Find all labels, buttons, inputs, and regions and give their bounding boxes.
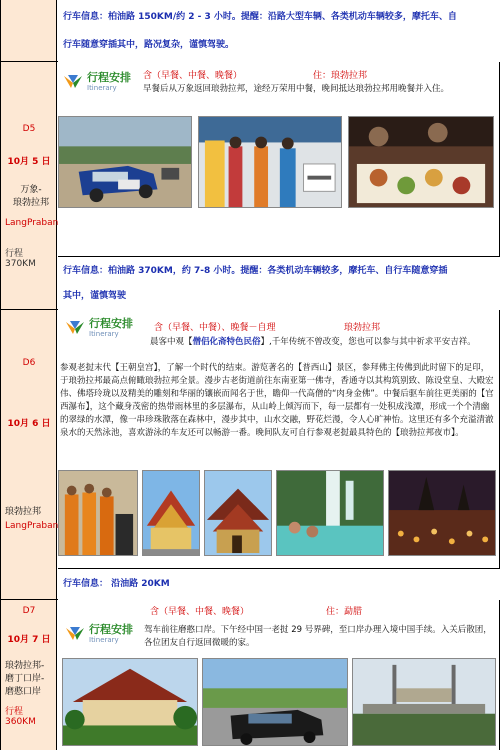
day-content xyxy=(58,310,500,599)
route-sub: 行程 360KM xyxy=(5,707,36,727)
photo-rally-car xyxy=(58,116,192,208)
desc-highlight: 僧侣化斋特色民俗 xyxy=(192,337,261,347)
photo-border-gate xyxy=(352,658,496,746)
photo-convoy-car xyxy=(202,658,348,746)
hotel-location: 琅勃拉邦 xyxy=(344,323,381,333)
day-description: 驾车前往磨憨口岸。下午经中国一老挝 29 号界碑，至口岸办理入境中国手续。入关后散团，各位团友自行返回微暖的家。 xyxy=(144,625,492,648)
logo-subtitle: Itinerary xyxy=(89,636,119,644)
day-description: 早餐后从万象返回琅勃拉邦，途经万荣用中餐，晚间抵达琅勃拉邦用晚餐并入住。 xyxy=(143,84,450,94)
day-code: D7 xyxy=(22,606,36,616)
logo-subtitle: Itinerary xyxy=(87,84,117,92)
day-row-d7 xyxy=(1,600,500,750)
route-line: 万象- xyxy=(20,185,42,195)
logo-title: 行程安排 xyxy=(89,623,133,636)
day-code: D5 xyxy=(22,124,36,134)
photo-waterfall-pool xyxy=(276,470,384,556)
itinerary-logo xyxy=(64,624,133,644)
day-route xyxy=(5,660,57,699)
logo-icon xyxy=(64,319,86,337)
info-line: 行车信息： 沿油路 20KM xyxy=(63,579,170,589)
itinerary-logo xyxy=(62,72,131,92)
day-left-cell xyxy=(1,600,57,750)
route-sub: LangPraban xyxy=(5,521,59,531)
day-date: 10月 5 日 xyxy=(7,157,51,167)
day-description: 参观老挝末代【王朝皇宫】，了解一个时代的结束。游览著名的【普西山】景区，参拜佛主传佛到此时留下的足印，于琅勃拉邦最高点俯瞰琅勃拉邦全景。漫步古老街道前往东南亚第一佛寺，香通寺以其构筑别致、陈设堂皇、大殿宏伟、佛塔玲珑以及精美的雕刻和华丽的镶嵌而闻名于世，瞻仰一代高僧的“肉身金佛”。中餐后驱车前往更美丽的【官西瀑布】，这个藏身茂密的热带雨林里的多层瀑布，从山岭上倾泻而下，每一层都有一处积成浅潭，形成一个个清幽的翠绿的水潭，像一串珍珠散落在森林中，漫步其中，山水交融，野花烂漫，令人心旷神怡。这里还有多个充溢清澈泉水的天然泳池，喜欢游泳的车友还可以畅游一番。晚间队友可自行参观老挝最具特色的【琅勃拉邦夜市】。 xyxy=(60,363,494,438)
logo-title: 行程安排 xyxy=(87,71,131,84)
prev-day-info-row xyxy=(1,0,500,62)
desc-text: 】,千年传统不曾改变，您也可以参与其中祈求平安吉祥。 xyxy=(260,337,476,347)
photo-lao-temple-garden xyxy=(62,658,198,746)
logo-subtitle: Itinerary xyxy=(89,330,119,338)
route-sub: LangPraban xyxy=(5,218,59,228)
day-date: 10月 6 日 xyxy=(7,419,51,429)
prev-day-left-cell xyxy=(1,0,57,61)
hotel-location: 住：琅勃拉邦 xyxy=(313,71,368,81)
day-code: D6 xyxy=(22,358,36,368)
meals-included: 含（早餐、中餐、晚餐） xyxy=(150,607,250,617)
day-row-d5 xyxy=(1,62,500,310)
prev-day-driving-info xyxy=(58,0,500,62)
route-line: 磨丁口岸- xyxy=(5,674,45,684)
info-line: 其中，谨慎驾驶 xyxy=(63,291,127,301)
day-driving-info xyxy=(58,568,500,600)
logo-icon xyxy=(62,73,84,91)
day-description-intro xyxy=(150,336,495,349)
info-line: 行车信息：柏油路 150KM/约 2 - 3 小时。提醒：沿路大型车辆、各类机动车辆较多，摩托车、自 xyxy=(63,12,457,22)
meals-included: 含（早餐、中餐）、晚餐－自理 xyxy=(154,323,276,333)
photo-welcome-dancers xyxy=(198,116,342,208)
desc-text: 晨客中观【 xyxy=(150,337,193,347)
day-route xyxy=(5,506,57,519)
photo-night-market-food xyxy=(348,116,494,208)
day-driving-info xyxy=(58,256,500,310)
info-line: 行车信息：柏油路 370KM，约 7-8 小时。提醒：各类机动车辆较多，摩托车、自行车随意穿插 xyxy=(63,266,448,276)
logo-title: 行程安排 xyxy=(89,317,133,330)
route-line: 琅勃拉邦 xyxy=(12,198,49,208)
day-row-d6 xyxy=(1,310,500,600)
logo-icon xyxy=(64,625,86,643)
itinerary-logo xyxy=(64,318,133,338)
photo-golden-temple xyxy=(142,470,200,556)
day-left-cell xyxy=(1,62,57,309)
route-line: 琅勃拉邦- xyxy=(5,661,45,671)
day-left-cell xyxy=(1,310,57,599)
day-date: 10月 7 日 xyxy=(7,635,51,645)
hotel-location: 住：勐腊 xyxy=(326,607,363,617)
route-line: 琅勃拉邦 xyxy=(5,507,42,517)
meals-included: 含（早餐、中餐、晚餐） xyxy=(143,71,243,81)
info-line: 行车随意穿插其中，路况复杂，谨慎驾驶。 xyxy=(63,40,235,50)
day-route xyxy=(5,184,57,210)
route-line: 磨憨口岸 xyxy=(5,687,42,697)
route-distance: 行程 370KM xyxy=(5,249,36,269)
photo-night-lanterns xyxy=(388,470,496,556)
photo-temple-roof xyxy=(204,470,272,556)
day-content xyxy=(58,600,500,750)
photo-monks-alms xyxy=(58,470,138,556)
